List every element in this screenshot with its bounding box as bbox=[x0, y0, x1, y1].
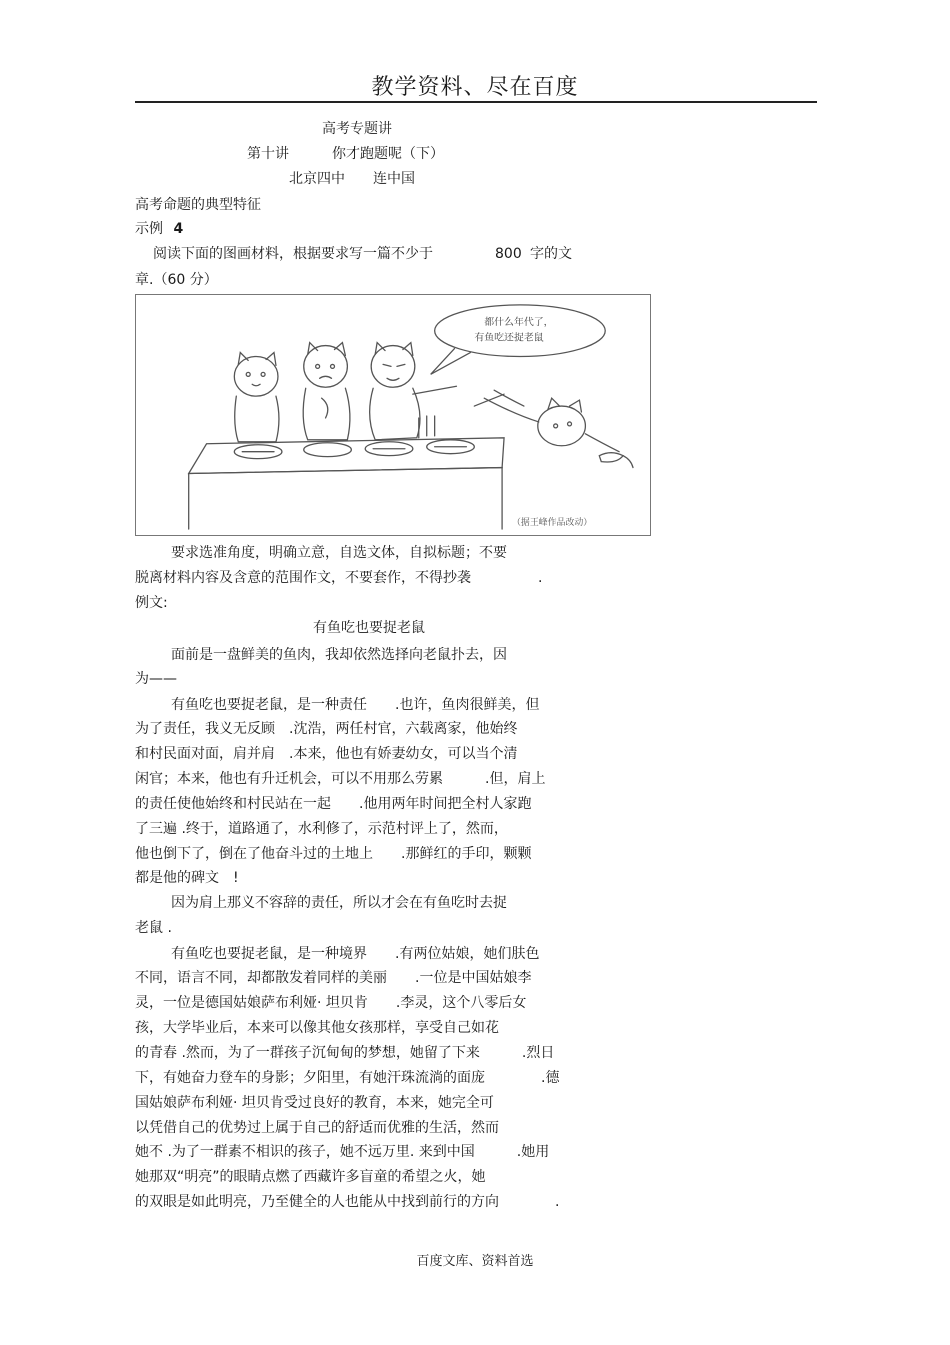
prompt-line1-b: 字的文 bbox=[530, 246, 572, 262]
essay-line: 她那双“明亮”的眼睛点燃了西藏许多盲童的希望之火，她 bbox=[135, 1169, 486, 1185]
page-footer: 百度文库、资料首选 bbox=[416, 1254, 534, 1269]
essay-line: 因为肩上那义不容辞的责任，所以才会在有鱼吃时去捉 bbox=[171, 895, 507, 911]
heading-line1: 高考专题讲 bbox=[322, 121, 392, 137]
essay-line: 了三遍 .终于，道路通了，水利修了，示范村评上了，然而， bbox=[135, 821, 508, 837]
example-label bbox=[135, 221, 183, 237]
essay-line: 不同，语言不同，却都散发着同样的美丽 .一位是中国姑娘李 bbox=[135, 970, 532, 986]
cartoon-credit: （据王峰作品改动） bbox=[512, 518, 593, 529]
prompt-line2: 章.（60 分） bbox=[135, 272, 218, 288]
essay-line: 他也倒下了，倒在了他奋斗过的土地上 .那鲜红的手印，颗颗 bbox=[135, 846, 532, 862]
essay-line: 她不 .为了一群素不相识的孩子，她不远万里. 来到中国 .她用 bbox=[135, 1144, 550, 1160]
essay-line: 的青春 .然而，为了一群孩子沉甸甸的梦想，她留了下来 .烈日 bbox=[135, 1045, 555, 1061]
essay-line: 面前是一盘鲜美的鱼肉，我却依然选择向老鼠扑去，因 bbox=[171, 647, 507, 663]
essay-line: 闲官；本来，他也有升迁机会，可以不用那么劳累 .但，肩上 bbox=[135, 771, 546, 787]
essay-line: 为了责任，我义无反顾 .沈浩，两任村官，六载离家，他始终 bbox=[135, 721, 518, 737]
essay-line: 孩，大学毕业后，本来可以像其他女孩那样，享受自己如花 bbox=[135, 1020, 499, 1036]
section-title: 高考命题的典型特征 bbox=[135, 197, 261, 213]
essay-line: 的双眼是如此明亮，乃至健全的人也能从中找到前行的方向 . bbox=[135, 1194, 560, 1210]
essay-line: 下，有她奋力登车的身影；夕阳里，有她汗珠流淌的面庞 .德 bbox=[135, 1070, 560, 1086]
essay-title: 有鱼吃也要捉老鼠 bbox=[313, 620, 425, 636]
school-name: 北京四中 bbox=[289, 171, 345, 187]
page-header-title: 教学资料、尽在百度 bbox=[371, 75, 579, 100]
requirement-line2-b: . bbox=[538, 570, 543, 586]
essay-line: 有鱼吃也要捉老鼠，是一种责任 .也许，鱼肉很鲜美，但 bbox=[171, 697, 540, 713]
essay-line: 的责任使他始终和村民站在一起 .他用两年时间把全村人家跑 bbox=[135, 796, 532, 812]
cartoon-figure bbox=[135, 294, 651, 536]
speech-text-line1: 都什么年代了， bbox=[484, 316, 554, 328]
example-number: 4 bbox=[173, 221, 184, 237]
essay-line: 国姑娘萨布利娅· 坦贝肯受过良好的教育，本来，她完全可 bbox=[135, 1095, 494, 1111]
essay-line: 为—— bbox=[135, 671, 177, 687]
essay-line: 有鱼吃也要捉老鼠，是一种境界 .有两位姑娘，她们肤色 bbox=[171, 946, 540, 962]
example-label-text: 示例 bbox=[135, 221, 163, 237]
requirement-line1: 要求选准角度，明确立意，自选文体，自拟标题；不要 bbox=[171, 545, 507, 561]
essay-line: 灵，一位是德国姑娘萨布利娅· 坦贝肯 .李灵，这个八零后女 bbox=[135, 995, 527, 1011]
lecture-number: 第十讲 bbox=[247, 146, 289, 162]
essay-line: 和村民面对面，肩并肩 .本来，他也有娇妻幼女，可以当个清 bbox=[135, 746, 518, 762]
essay-line: 老鼠 . bbox=[135, 920, 172, 936]
lecture-title: 你才跑题呢（下） bbox=[332, 146, 444, 162]
example-essay-label: 例文: bbox=[135, 595, 168, 611]
prompt-line1-a: 阅读下面的图画材料，根据要求写一篇不少于 bbox=[153, 246, 433, 262]
requirement-line2-a: 脱离材料内容及含意的范围作文，不要套作，不得抄袭 bbox=[135, 570, 471, 586]
prompt-line1-num: 800 bbox=[495, 246, 522, 262]
essay-line: 以凭借自己的优势过上属于自己的舒适而优雅的生活，然而 bbox=[135, 1120, 499, 1136]
header-divider bbox=[135, 101, 817, 103]
essay-line: 都是他的碑文 ! bbox=[135, 870, 239, 886]
author-name: 连中国 bbox=[373, 171, 415, 187]
speech-text-line2: 有鱼吃还捉老鼠 bbox=[474, 332, 544, 344]
cartoon-drawing bbox=[136, 295, 650, 535]
